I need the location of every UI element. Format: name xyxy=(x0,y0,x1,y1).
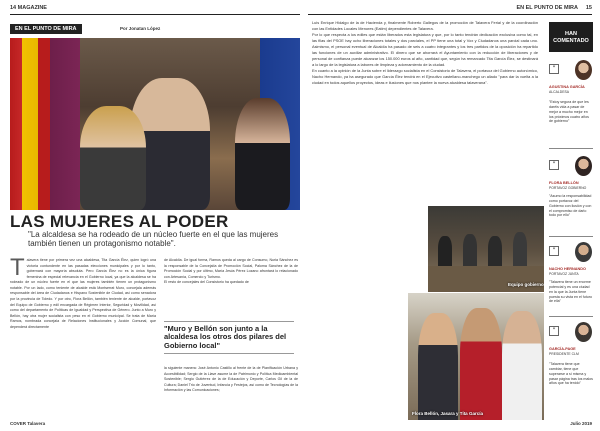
table-surface xyxy=(428,266,544,292)
comment-author: FLORA BELLÓN PORTAVOZ GOBIERNO xyxy=(549,181,587,190)
comments-sidebar xyxy=(549,22,593,420)
lead-text: "La alcaldesa se ha rodeado de un núcleo fuerte en el que las mujeres también tienen un protagonismo notable". xyxy=(28,230,279,248)
person-left xyxy=(418,313,458,420)
headline: LAS MUJERES AL PODER xyxy=(10,212,229,231)
header-rule-right xyxy=(308,14,592,15)
right-page xyxy=(308,0,592,431)
comment-text: "Estoy segura de que les daréis vida a pasar de mejor a mucho mejor en los próximos cuatro años de gobierno" xyxy=(549,100,589,124)
comment-author: NACHO HERNANDO PORTAVOZ JUNTA xyxy=(549,267,586,276)
sidebar-title: HAN COMENTADO xyxy=(549,22,593,52)
page-header-left: 14 MAGAZINE xyxy=(10,5,47,11)
comment-author: GARCÍA-PAGE PRESIDENTE CLM xyxy=(549,347,579,356)
byline: Por Jonatan López xyxy=(120,26,161,31)
portrait-photo xyxy=(408,293,544,420)
body-column-2: de Alcaldía. De igual forma, Ramos queda al cargo de Consumo, Nuria Sánchez es la responsable de la Concejalía de Promoción Social, Paloma Sánchez de la de Promoción Social y por último, María Jesús Pérez Lozano afrontará lo relacionado con Artesanía, Comercio y Turismo. El resto de concejales del Consistorio ha quedado de xyxy=(164,258,298,285)
divider xyxy=(549,148,593,149)
comment-text: "Talavera tiene que cambiar, tiene que superarse a sí misma y pasar página tras los malos años que ha tenido" xyxy=(549,362,593,386)
body-column-4: Luis Enrique Hidalgo de la de Hacienda y, finalmente Roberto Gallegos de la promoción de Talavera Ferial y de la coordinación con las Entidades Locales Menores (Eatim) dependientes de Talavera. Por lo que respecta a los ediles que están liberados esta legislatura y que, por lo tanto tendrán dedicación exclusiva como tal, en las filas del PSOE hay ocho liberaciones totales y dos parciales, el PP tiene una total y Vox y Ciudadanos una parcial cada uno. Asimismo, el personal eventual de Alcaldía ha pasado de seis a cuatro integrantes y los tres partidos de la oposición ha repartido las funciones de un auxiliar administrativo. El dinero que se ahorrará el Ayuntamiento con la reducción de liberaciones y de personal de confianza puede alcanzar los 150.000 euros al año, cantidad que, según ha remarcado Tita García Élez, se destinará a lo largo de la legislatura a labores de limpieza y adornamiento de la ciudad. En cuanto a la opinión de la Junta sobre el liderazgo socialista en el Consistorio de Talavera, el portavoz del Gobierno autonómico, Nacho Hernando, ya ha asegurado que García Élez tendrá en el Ejecutivo castellano-manchego un aliado "para dar la vuelta a la ciudad en todos aquellos proyectos, ideas e ilusiones que nos plantee la nueva alcaldesa talaverana". xyxy=(312,20,538,86)
quote-icon: " xyxy=(549,64,559,74)
flag-spain xyxy=(10,38,50,210)
photo-caption-2: Flora Bellón, Jasara y Tita García xyxy=(412,411,483,416)
divider xyxy=(549,236,593,237)
footer-right: Julio 2019 xyxy=(570,421,592,426)
comment-text: "Asumo la responsabilidad como portavoz del Gobierno con ilusión y con el compromiso de darlo todo por ello" xyxy=(549,194,592,218)
avatar xyxy=(575,60,592,80)
comment-4 xyxy=(549,320,593,410)
person-seated xyxy=(463,234,477,266)
section-tag: EN EL PUNTO DE MIRA xyxy=(10,24,82,34)
drop-cap: T xyxy=(10,254,25,281)
quote-icon: " xyxy=(549,326,559,336)
main-photo xyxy=(10,38,300,210)
left-page xyxy=(10,0,300,431)
divider xyxy=(549,316,593,317)
team-photo xyxy=(428,206,544,292)
pull-quote: "Muro y Bellón son junto a la alcaldesa los otros dos pilares del Gobierno local" xyxy=(164,321,294,354)
comment-1 xyxy=(549,58,593,148)
person-right xyxy=(502,311,542,420)
flag-clm xyxy=(50,38,80,210)
person-seated xyxy=(513,232,527,266)
comment-3 xyxy=(549,240,593,320)
footer-left: COVER Talavera xyxy=(10,421,46,426)
person-right xyxy=(235,98,290,210)
person-center xyxy=(460,308,502,420)
avatar xyxy=(575,242,592,262)
person-seated xyxy=(488,236,502,266)
page-header-right: EN EL PUNTO DE MIRA xyxy=(516,5,578,11)
body-column-3: la siguiente manera: José Antonio Castillo al frente de la de Planificación Urbana y Accesibilidad; Sergio de la Llave asume la de Patrimonio y Política Medioambiental Sostenible; Sergio Gutiérrez de la de Educación y Deporte, Carlos Gil de la de Cultura; Daniel Trio de Juventud, Infancia y Festejos, así como de Tecnologías de la Información y las Comunicaciones; xyxy=(164,366,298,393)
comment-author: AGUSTINA GARCÍA ALCALDESA xyxy=(549,85,585,94)
comment-text: "Talavera tiene un enorme potencial y es una ciudad en la que la Junta tiene puesta su vista en el futuro de ella" xyxy=(549,280,592,304)
photo-caption-1: Equipo gobierno xyxy=(508,282,544,287)
person-seated xyxy=(438,236,452,266)
avatar xyxy=(575,322,592,342)
quote-icon: " xyxy=(549,246,559,256)
body-text-1: alavera tiene por primera vez una alcaldesa, Tita García Élez, quien logró una victoria contundente en las pasadas elecciones municipales y por lo tanto, gobernará con mayoría absoluta. Pero García Élez no es la única figura femenina de especial relevancia en el Gobierno local, ya que la alcaldesa se ha rodeado de un núcleo fuerte en el que las mujeres también tienen un protagonismo notable. Por un lado, como teniente de alcalde está Montserrat Muro, concejala además responsable del área de Ciudadanos e Hispano Sostenible de Ciudad, así como senadora por la provincia de Toledo. Y por otro, Flora Bellón, también teniente de alcalde, portavoz del Equipo de Gobierno y edil encargada de Régimen Interior, Seguridad y Movilidad, así como del departamento de Políticas de Igualdad y Perspectiva de Género. Junto a Muro y Bellón, hay otra mujer socialista con peso en el Gobierno municipal. Se trata de María Ramos, nombrada concejala de Relaciones Institucionales y Acción Comunal, que dependerá directamente xyxy=(10,258,156,329)
body-column-1 xyxy=(10,254,156,330)
page-number: 15 xyxy=(585,5,592,11)
person-woman xyxy=(80,106,146,210)
comment-2 xyxy=(549,154,593,244)
quote-icon: " xyxy=(549,160,559,170)
header-rule xyxy=(10,14,300,15)
avatar xyxy=(575,156,592,176)
